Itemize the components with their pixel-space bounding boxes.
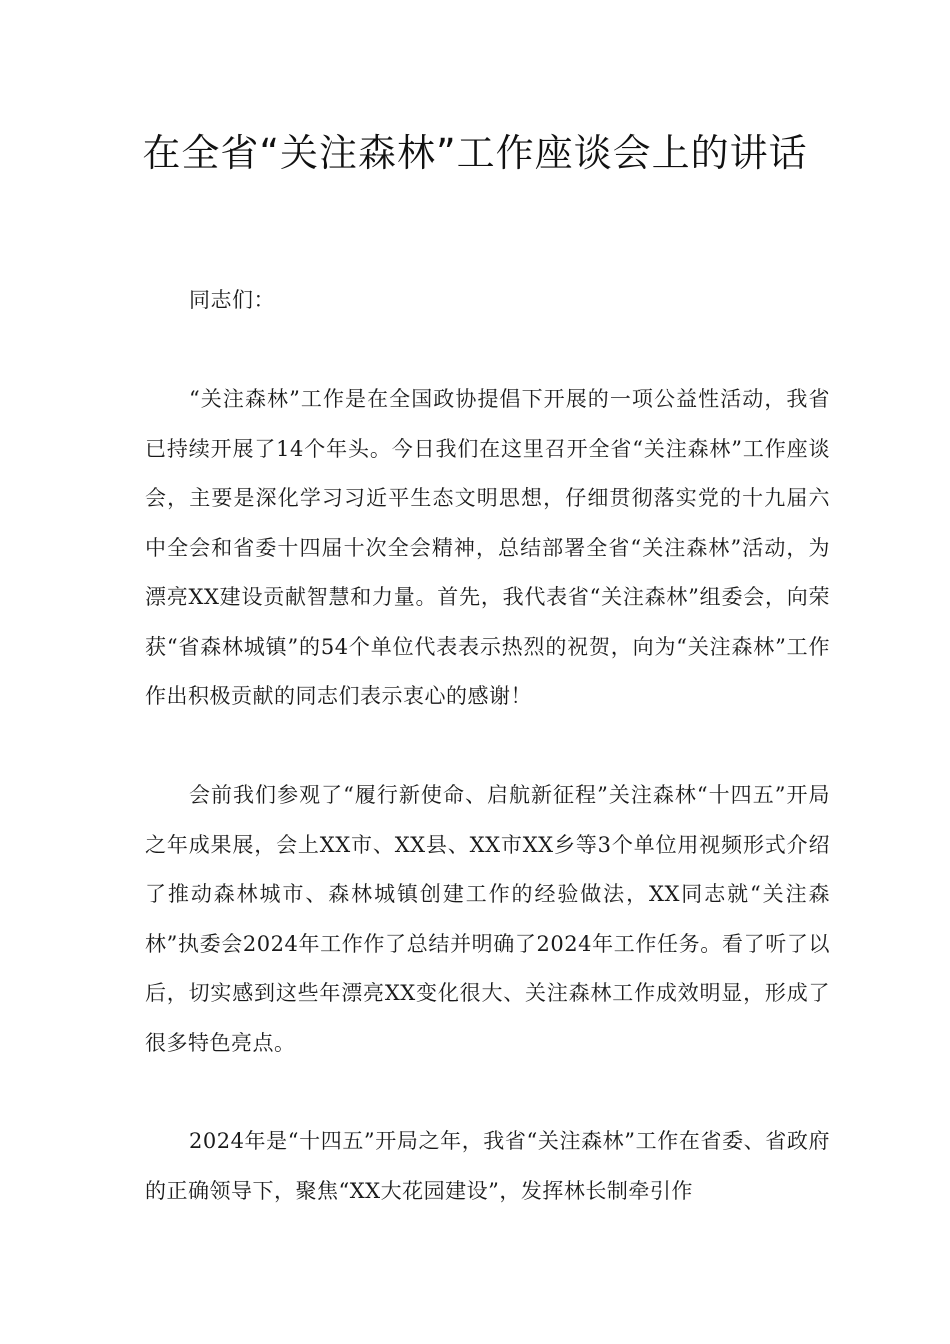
paragraph-3: 2024年是“十四五”开局之年，我省“关注森林”工作在省委、省政府的正确领导下，聚焦“XX大花园建设”，发挥林长制牵引作 — [145, 1129, 830, 1203]
salutation: 同志们： — [189, 288, 275, 312]
paragraph-2: 会前我们参观了“履行新使命、启航新征程”关注森林“十四五”开局之年成果展，会上XX市、XX县、XX市XX乡等3个单位用视频形式介绍了推动森林城市、森林城镇创建工作的经验做法，XX同志就“关注森林”执委会2024年工作作了总结并明确了2024年工作任务。看了听了以后，切实感到这些年漂亮XX变化很大、关注森林工作成效明显，形成了很多特色亮点。 — [145, 783, 830, 1055]
paragraph-1: “关注森林”工作是在全国政协提倡下开展的一项公益性活动，我省已持续开展了14个年头。今日我们在这里召开全省“关注森林”工作座谈会，主要是深化学习习近平生态文明思想，仔细贯彻落实党的十九届六中全会和省委十四届十次全会精神，总结部署全省“关注森林”活动，为漂亮XX建设贡献智慧和力量。首先，我代表省“关注森林”组委会，向荣获“省森林城镇”的54个单位代表表示热烈的祝贺，向为“关注森林”工作作出积极贡献的同志们表示衷心的感谢！ — [145, 387, 830, 708]
document-title: 在全省“关注森林”工作座谈会上的讲话 — [142, 131, 808, 175]
